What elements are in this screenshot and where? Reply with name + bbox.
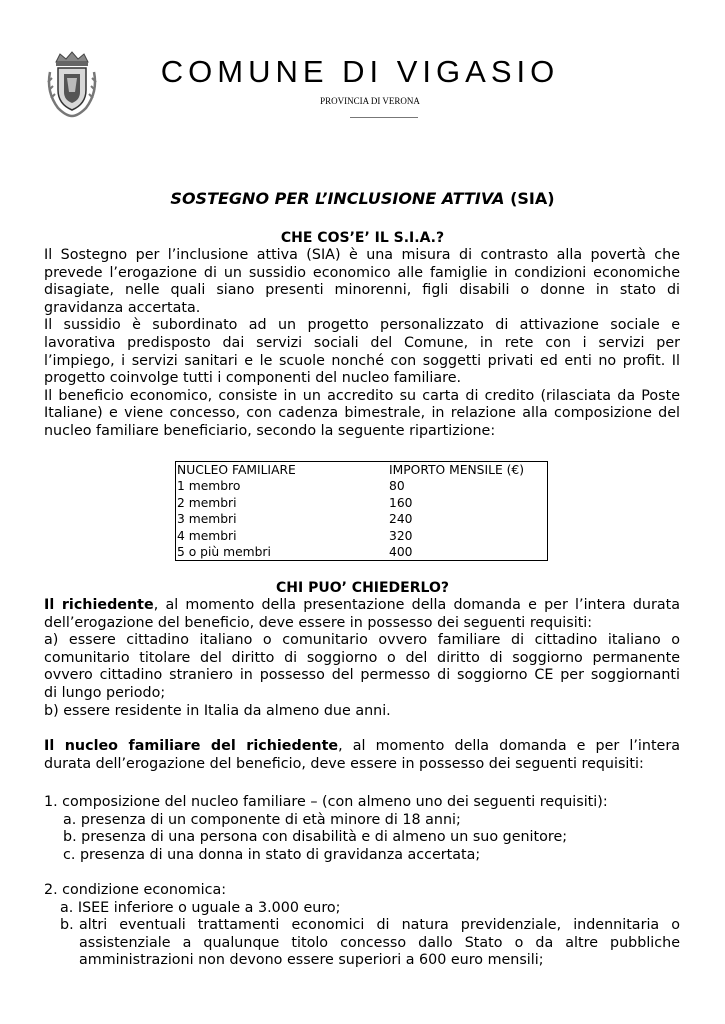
- list-item-label: b.: [60, 917, 74, 934]
- table-cell-amount: 160: [389, 495, 413, 510]
- text-line: ovvero cittadino straniero in possesso del permesso di soggiorno CE per soggiornanti: [44, 667, 680, 684]
- text-line: nucleo familiare beneficiario, secondo la seguente ripartizione:: [44, 422, 496, 439]
- table-cell-household: 5 o più membri: [177, 544, 271, 559]
- text-line: assistenziale a qualunque titolo concesso dallo Stato o da altre pubbliche: [79, 934, 680, 951]
- text-line: lavorativa predisposto dai servizi sociali del Comune, in rete con i servizi per: [44, 334, 680, 351]
- text-line: Il richiedente, al momento della presentazione della domanda e per l’intera durata: [44, 597, 680, 613]
- text-line: durata dell’erogazione del beneficio, deve essere in possesso dei seguenti requisiti:: [44, 755, 644, 772]
- table-cell-household: 3 membri: [177, 512, 237, 527]
- text-line: di lungo periodo;: [44, 684, 166, 701]
- text-line: Il Sostegno per l’inclusione attiva (SIA) è una misura di contrasto alla povertà che: [44, 247, 680, 263]
- household-composition-list: [44, 794, 684, 864]
- text-line: Il beneficio economico, consiste in un accredito su carta di credito (rilasciata da Poste: [44, 387, 680, 404]
- table-cell-household: 1 membro: [177, 479, 241, 494]
- household-requirements-paragraph: [44, 738, 680, 773]
- text-line: progetto coinvolge tutti i componenti del nucleo familiare.: [44, 370, 462, 387]
- list-item: a. presenza di un componente di età minore di 18 anni;: [63, 811, 461, 828]
- section-heading-who-can-apply: CHI PUO’ CHIEDERLO?: [276, 580, 449, 596]
- list-item: b. presenza di una persona con disabilità e di almeno un suo genitore;: [63, 829, 568, 846]
- table-row: [176, 478, 547, 494]
- table-cell-household: 4 membri: [177, 528, 237, 543]
- applicant-requirements-paragraph: [44, 597, 680, 720]
- table-header-household: NUCLEO FAMILIARE: [177, 463, 296, 477]
- section-heading-what-is: CHE COS’E’ IL S.I.A.?: [280, 230, 445, 246]
- province-name: PROVINCIA DI VERONA: [320, 96, 420, 106]
- document-title: [40, 189, 685, 208]
- table-cell-amount: 320: [389, 528, 413, 543]
- economic-condition-list: [44, 882, 684, 970]
- list-title: 2. condizione economica:: [44, 882, 227, 898]
- list-item: c. presenza di una donna in stato di gravidanza accertata;: [63, 846, 481, 863]
- list-item: [44, 917, 680, 970]
- table-header-row: [176, 462, 547, 478]
- applicant-label: Il richiedente: [44, 597, 154, 613]
- text-line: prevede l’erogazione di un sussidio economico alle famiglie in condizioni economiche: [44, 264, 680, 281]
- table-cell-amount: 400: [389, 544, 413, 559]
- municipal-crest-icon: [44, 48, 100, 120]
- table-row: [176, 544, 547, 560]
- text-line: Il nucleo familiare del richiedente, al momento della domanda e per l’intera: [44, 738, 680, 754]
- text-line: b) essere residente in Italia da almeno due anni.: [44, 702, 391, 719]
- list-item: a. ISEE inferiore o uguale a 3.000 euro;: [60, 899, 341, 916]
- text-line: Il sussidio è subordinato ad un progetto personalizzato di attivazione sociale e: [44, 317, 680, 334]
- header-divider: [350, 117, 418, 118]
- table-row: [176, 511, 547, 527]
- text-line: Italiane) e viene concesso, con cadenza bimestrale, in relazione alla composizione del: [44, 405, 680, 422]
- table-row: [176, 528, 547, 544]
- table-cell-amount: 240: [389, 512, 413, 527]
- list-title: 1. composizione del nucleo familiare – (con almeno uno dei seguenti requisiti):: [44, 794, 608, 810]
- text-line: amministrazioni non devono essere superiori a 600 euro mensili;: [79, 952, 544, 969]
- benefit-amount-table: [175, 461, 548, 561]
- document-title-italic: SOSTEGNO PER L’INCLUSIONE ATTIVA: [170, 189, 505, 208]
- text-line: l’impiego, i servizi sanitari e le scuole nonché con soggetti privati ed enti no profit. Il: [44, 352, 680, 369]
- text-line: a) essere cittadino italiano o comunitario ovvero familiare di cittadino italiano o: [44, 632, 680, 649]
- section1-paragraph: [44, 247, 680, 441]
- text-line: comunitario titolare del diritto di soggiorno o del diritto di soggiorno permanente: [44, 649, 680, 666]
- text-line: altri eventuali trattamenti economici di natura previdenziale, indennitaria o: [79, 917, 680, 934]
- document-title-acronym: (SIA): [504, 189, 555, 208]
- table-row: [176, 495, 547, 511]
- household-label: Il nucleo familiare del richiedente: [44, 738, 339, 754]
- text-line: gravidanza accertata.: [44, 299, 201, 316]
- table-cell-household: 2 membri: [177, 495, 237, 510]
- municipality-name: COMUNE DI VIGASIO: [160, 54, 560, 89]
- table-cell-amount: 80: [389, 479, 405, 494]
- table-header-amount: IMPORTO MENSILE (€): [389, 463, 525, 477]
- text-line: dell’erogazione del beneficio, deve essere in possesso dei seguenti requisiti:: [44, 614, 593, 631]
- text-line: disagiate, nelle quali siano presenti minorenni, figli disabili o donne in stato di: [44, 282, 680, 299]
